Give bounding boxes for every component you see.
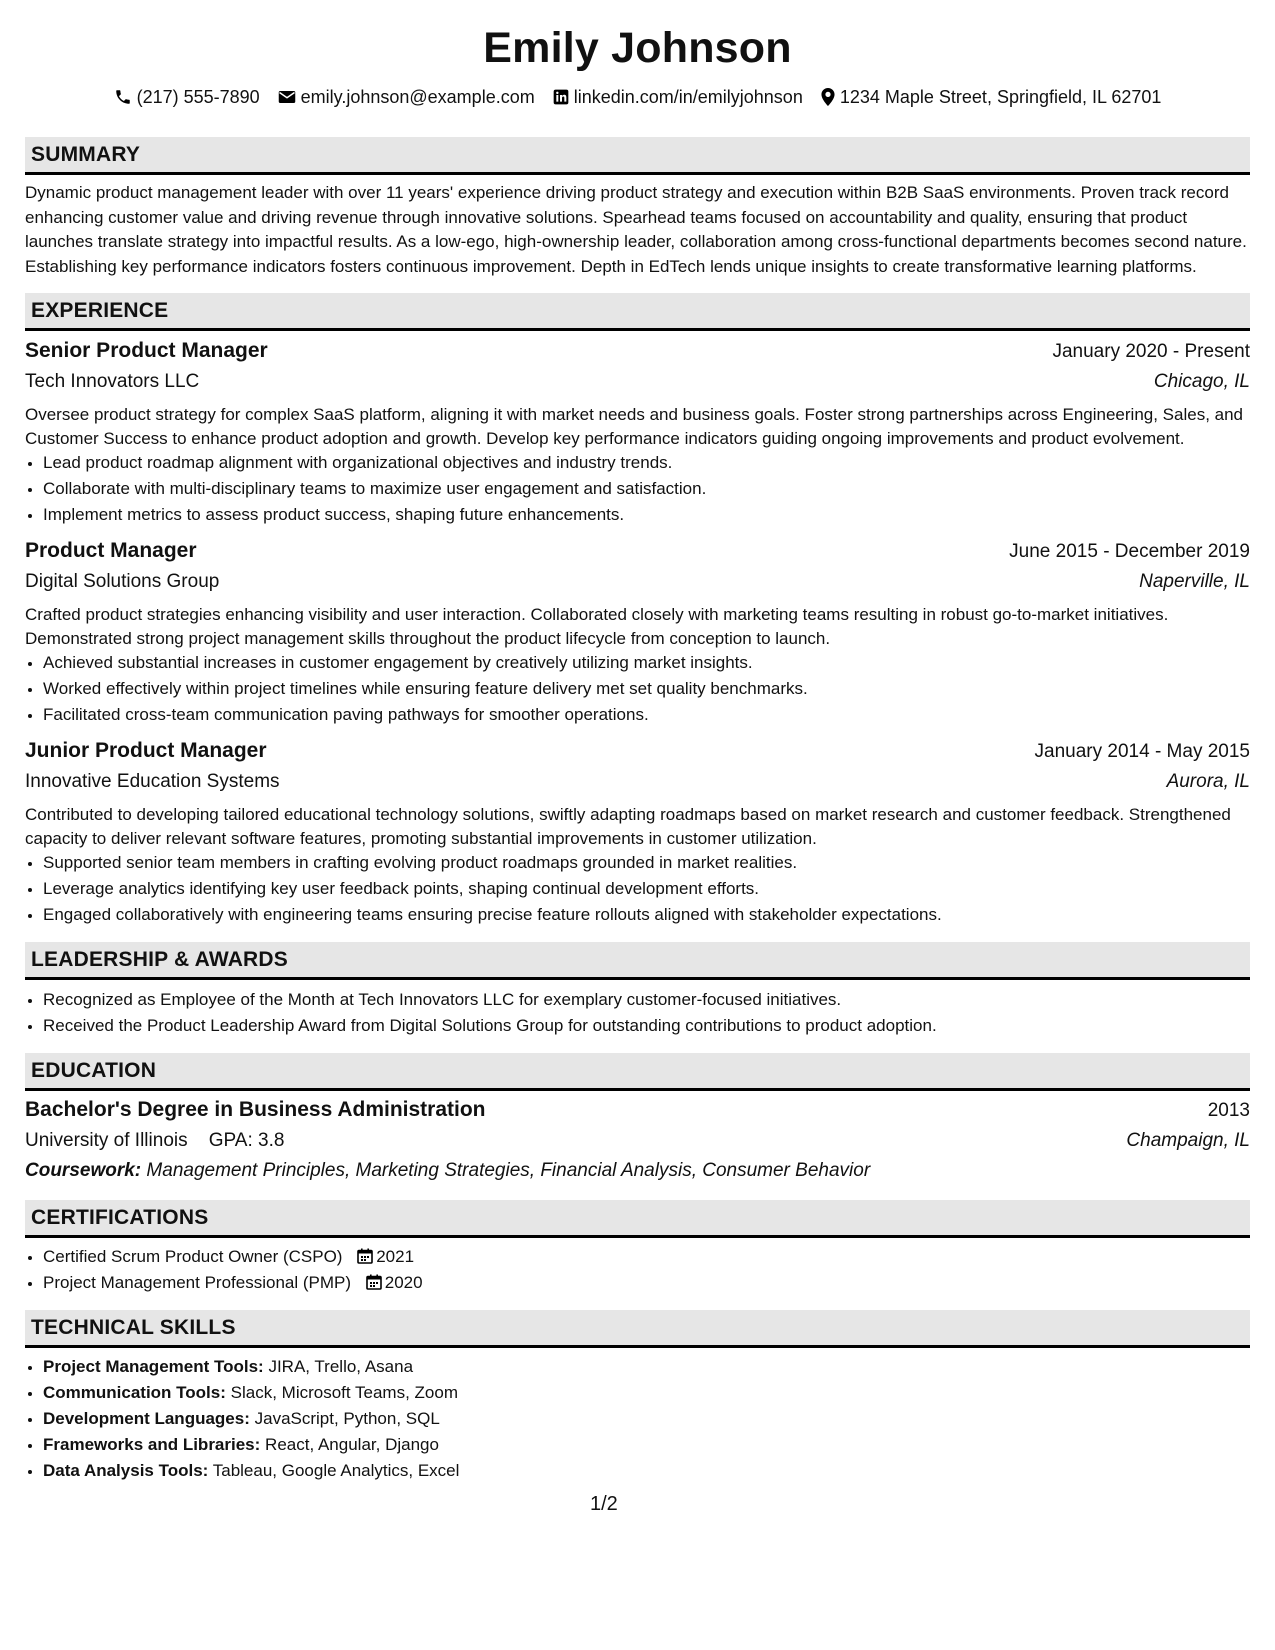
list-item: • Facilitated cross-team communication paving pathways for smoother operations. <box>43 702 1250 728</box>
linkedin-icon <box>553 89 569 105</box>
job-entry <box>25 736 1250 928</box>
list-item <box>43 1354 1250 1380</box>
job-dates: January 2014 - May 2015 <box>1034 741 1250 762</box>
experience-heading: EXPERIENCE <box>25 293 1250 331</box>
school-name: University of Illinois <box>25 1130 188 1151</box>
envelope-icon <box>278 89 296 105</box>
job-company: Tech Innovators LLC <box>25 371 200 392</box>
page-number: 1/2 <box>590 1493 618 1515</box>
phone-text: (217) 555-7890 <box>136 86 260 107</box>
list-item <box>43 1244 1250 1270</box>
summary-heading: SUMMARY <box>25 137 1250 175</box>
job-entry <box>25 336 1250 528</box>
school-location: Champaign, IL <box>1126 1130 1250 1151</box>
job-location: Chicago, IL <box>1153 371 1250 392</box>
skill-value: React, Angular, Django <box>265 1435 439 1454</box>
job-company: Innovative Education Systems <box>25 771 280 792</box>
job-dates: January 2020 - Present <box>1052 341 1250 362</box>
coursework-list: Management Principles, Marketing Strategies, Financial Analysis, Consumer Behavior <box>146 1160 871 1181</box>
job-title: Junior Product Manager <box>25 739 267 762</box>
certification-year: 2021 <box>376 1247 415 1266</box>
job-location: Naperville, IL <box>1139 571 1250 592</box>
job-bullets <box>25 850 1250 928</box>
list-item <box>43 1406 1250 1432</box>
calendar-icon <box>357 1248 373 1264</box>
list-item: • Engaged collaboratively with engineering teams ensuring precise feature rollouts aligned with stakeholder expectations. <box>43 902 1250 928</box>
graduation-year: 2013 <box>1207 1100 1250 1121</box>
contact-linkedin[interactable] <box>553 87 803 108</box>
contact-email[interactable] <box>278 87 535 108</box>
skill-label: Communication Tools: <box>43 1383 226 1402</box>
skill-value: Tableau, Google Analytics, Excel <box>212 1461 460 1480</box>
certification-name: Project Management Professional (PMP) <box>43 1273 352 1292</box>
email-text: emily.johnson@example.com <box>300 86 535 107</box>
skill-label: Frameworks and Libraries: <box>43 1435 261 1454</box>
school-line <box>25 1126 284 1156</box>
skill-label: Data Analysis Tools: <box>43 1461 209 1480</box>
job-title: Product Manager <box>25 539 197 562</box>
education-heading: EDUCATION <box>25 1053 1250 1091</box>
job-dates: June 2015 - December 2019 <box>1009 541 1250 562</box>
job-bullets <box>25 450 1250 528</box>
list-item: • Achieved substantial increases in customer engagement by creatively utilizing market insights. <box>43 650 1250 676</box>
list-item: • Worked effectively within project timelines while ensuring feature delivery met set quality benchmarks. <box>43 676 1250 702</box>
job-location: Aurora, IL <box>1166 771 1250 792</box>
certifications-heading: CERTIFICATIONS <box>25 1200 1250 1238</box>
skill-value: JavaScript, Python, SQL <box>254 1409 440 1428</box>
summary-section <box>25 137 1250 279</box>
leadership-section <box>25 942 1250 1039</box>
resume-page <box>25 18 1250 1484</box>
job-bullets <box>25 650 1250 728</box>
list-item: • Received the Product Leadership Award from Digital Solutions Group for outstanding contributions to product adoption. <box>43 1013 1250 1039</box>
calendar-icon <box>366 1274 382 1290</box>
job-description: Oversee product strategy for complex SaaS platform, aligning it with market needs and business goals. Foster strong partnerships across Engineering, Sales, and Customer Success to enhance product adoption and growth. Develop key performance indicators guiding ongoing improvements and product evolvement. <box>25 405 1244 448</box>
candidate-name: Emily Johnson <box>483 24 792 72</box>
list-item: • Collaborate with multi-disciplinary teams to maximize user engagement and satisfaction. <box>43 476 1250 502</box>
certification-name: Certified Scrum Product Owner (CSPO) <box>43 1247 343 1266</box>
certifications-section <box>25 1200 1250 1296</box>
skills-section <box>25 1310 1250 1484</box>
skill-label: Project Management Tools: <box>43 1357 264 1376</box>
skill-label: Development Languages: <box>43 1409 250 1428</box>
list-item: • Lead product roadmap alignment with organizational objectives and industry trends. <box>43 450 1250 476</box>
experience-section <box>25 293 1250 928</box>
skill-value: Slack, Microsoft Teams, Zoom <box>230 1383 458 1402</box>
contact-phone[interactable] <box>114 87 260 108</box>
contact-bar <box>25 84 1250 110</box>
job-description: Contributed to developing tailored educational technology solutions, swiftly adapting roadmaps based on market research and customer feedback. Strengthened capacity to deliver relevant software features, promoting substantial improvements in customer utilization. <box>25 805 1231 848</box>
location-pin-icon <box>821 88 835 106</box>
coursework <box>25 1156 1250 1186</box>
list-item: • Recognized as Employee of the Month at Tech Innovators LLC for exemplary customer-focused initiatives. <box>43 987 1250 1013</box>
skill-value: JIRA, Trello, Asana <box>268 1357 414 1376</box>
list-item <box>43 1432 1250 1458</box>
contact-address <box>821 87 1162 108</box>
leadership-heading: LEADERSHIP & AWARDS <box>25 942 1250 980</box>
job-description: Crafted product strategies enhancing visibility and user interaction. Collaborated closely with marketing teams resulting in robust go-to-market initiatives. Demonstrated strong project management skills throughout the product lifecycle from conception to launch. <box>25 605 1169 648</box>
list-item <box>43 1270 1250 1296</box>
summary-text: Dynamic product management leader with over 11 years' experience driving product strategy and execution within B2B SaaS environments. Proven track record enhancing customer value and driving revenue through innovative solutions. Spearhead teams focused on accountability and quality, ensuring that product launches translate strategy into impactful results. As a low-ego, high-ownership leader, collaboration among cross-functional departments becomes second nature. Establishing key performance indicators fosters continuous improvement. Depth in EdTech lends unique insights to create transformative learning platforms. <box>25 183 1247 276</box>
job-title: Senior Product Manager <box>25 339 268 362</box>
job-company: Digital Solutions Group <box>25 571 220 592</box>
degree-title: Bachelor's Degree in Business Administration <box>25 1098 486 1121</box>
linkedin-text: linkedin.com/in/emilyjohnson <box>573 86 803 107</box>
gpa: GPA: 3.8 <box>208 1130 285 1151</box>
leadership-list <box>25 987 1250 1039</box>
address-text: 1234 Maple Street, Springfield, IL 62701 <box>839 86 1162 107</box>
skills-heading: TECHNICAL SKILLS <box>25 1310 1250 1348</box>
job-entry <box>25 536 1250 728</box>
phone-icon <box>114 88 132 106</box>
list-item <box>43 1380 1250 1406</box>
coursework-label: Coursework: <box>25 1160 142 1181</box>
list-item: • Leverage analytics identifying key user feedback points, shaping continual development efforts. <box>43 876 1250 902</box>
skills-list <box>25 1354 1250 1484</box>
list-item: • Implement metrics to assess product success, shaping future enhancements. <box>43 502 1250 528</box>
certifications-list <box>25 1244 1250 1296</box>
list-item <box>43 1458 1250 1484</box>
certification-year: 2020 <box>384 1273 423 1292</box>
list-item: • Supported senior team members in crafting evolving product roadmaps grounded in market realities. <box>43 850 1250 876</box>
education-section <box>25 1053 1250 1186</box>
